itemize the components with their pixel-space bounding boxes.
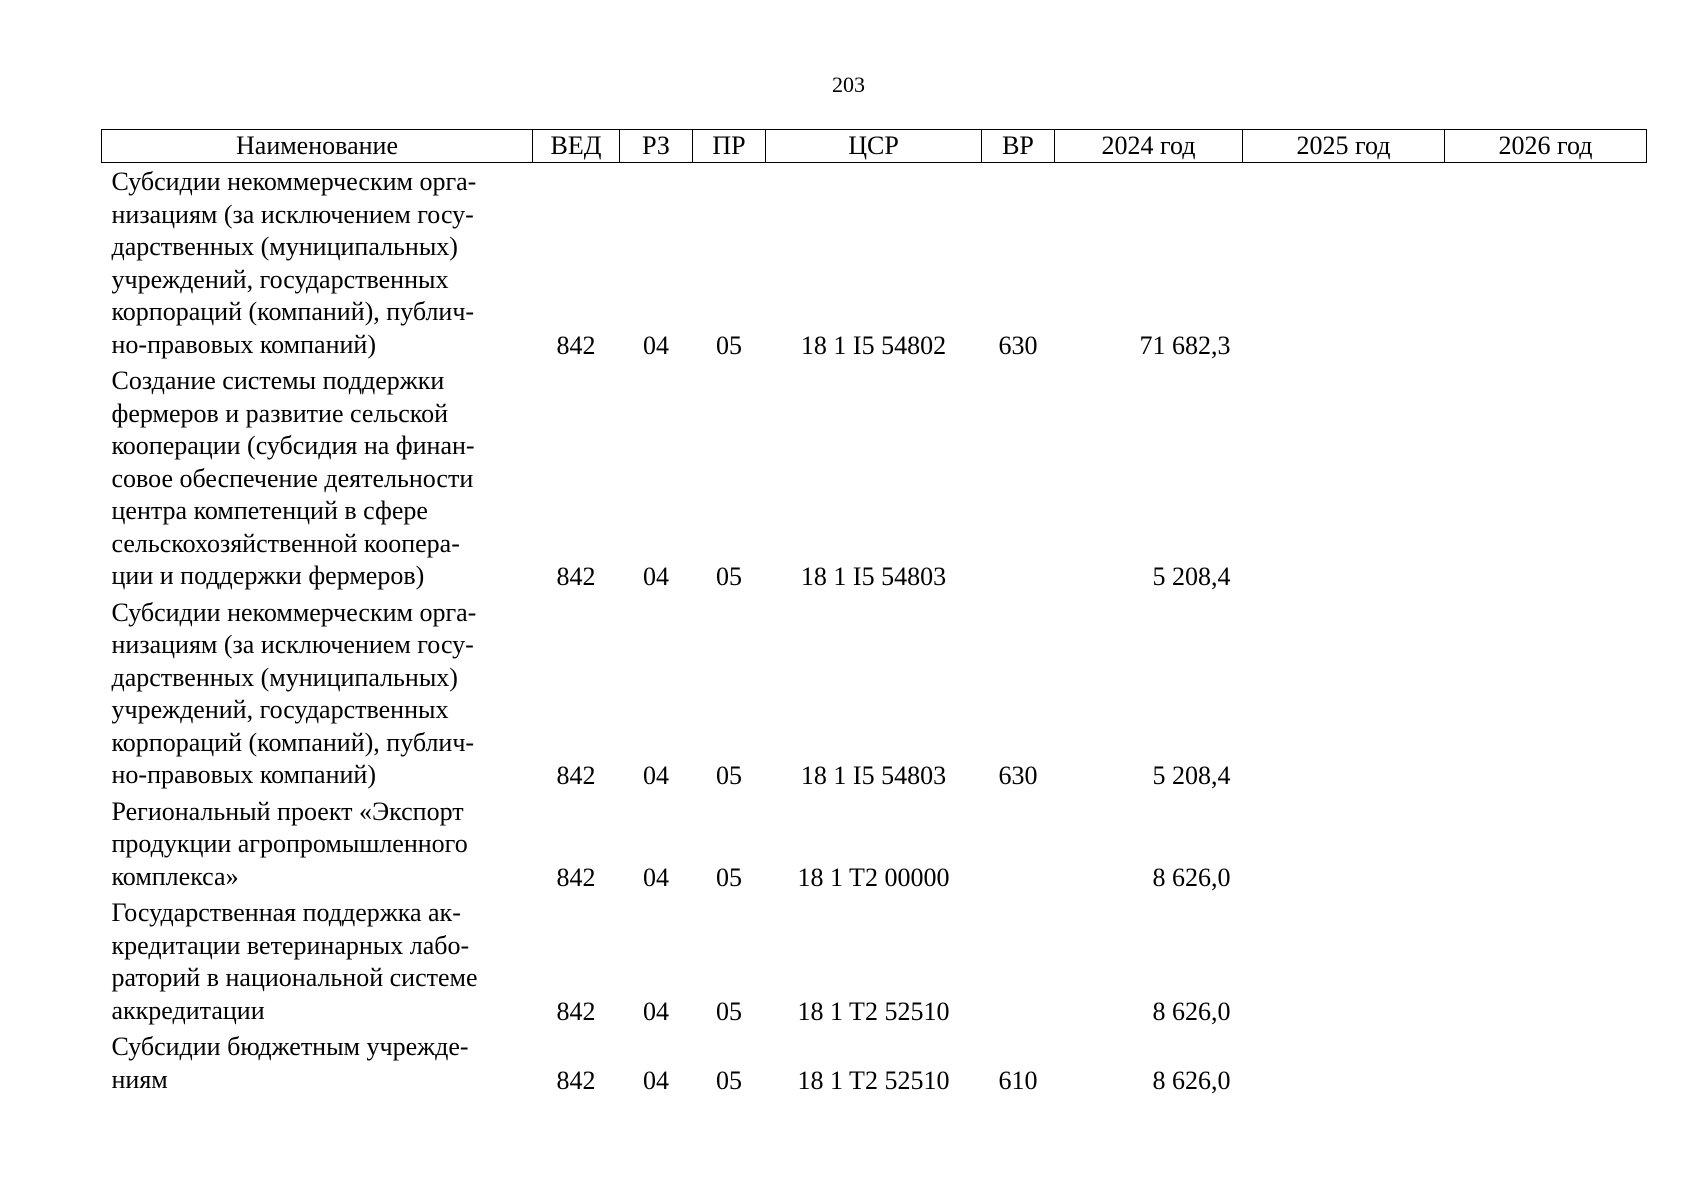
amount-2026-cell: [1445, 894, 1647, 1028]
name-line: продукции агропромышленного: [111, 829, 468, 858]
csr-cell: 18 1 T2 52510: [797, 996, 950, 1026]
header-2025: 2025 год: [1243, 130, 1445, 163]
name-line: центра компетенций в сфере: [111, 496, 428, 525]
name-line: комплекса»: [111, 861, 239, 891]
header-row: [102, 130, 1647, 163]
csr-cell: 18 1 T2 52510: [797, 1065, 950, 1095]
amount-2025-cell: [1243, 894, 1445, 1028]
row-name-cell: [102, 793, 533, 895]
table-row: [102, 1028, 1647, 1097]
csr-cell: 18 1 I5 54803: [800, 562, 947, 591]
rz-cell: 04: [643, 761, 669, 790]
name-line: учреждений, государственных: [111, 695, 449, 724]
vr-cell: 630: [998, 761, 1038, 790]
ved-cell: 842: [556, 761, 596, 790]
vr-cell: [982, 894, 1055, 1028]
pr-cell: 05: [716, 562, 742, 591]
name-line: сельскохозяйственной коопера-: [111, 528, 460, 558]
table-row: [102, 894, 1647, 1028]
ved-cell: 842: [556, 996, 596, 1026]
csr-cell: 18 1 I5 54803: [800, 761, 947, 790]
row-name-cell: [102, 894, 533, 1028]
pr-cell: 05: [716, 1065, 742, 1095]
ved-cell: 842: [556, 862, 596, 892]
name-line: корпораций (компаний), публич-: [111, 727, 475, 757]
pr-cell: 05: [716, 996, 742, 1026]
row-name-cell: [102, 163, 533, 363]
amount-2024-cell: 71 682,3: [1139, 330, 1231, 360]
row-name-cell: [102, 1028, 533, 1097]
row-name-cell: [102, 362, 533, 594]
name-line: фермеров и развитие сельской: [111, 398, 448, 428]
amount-2025-cell: [1243, 1028, 1445, 1097]
name-line: Субсидии некоммерческим орга-: [111, 167, 477, 196]
header-name: Наименование: [102, 130, 533, 163]
pr-cell: 05: [716, 862, 742, 892]
ved-cell: 842: [556, 330, 596, 360]
amount-2026-cell: [1445, 793, 1647, 895]
name-line: низациям (за исключением госу-: [111, 630, 474, 659]
amount-2024-cell: 5 208,4: [1152, 562, 1231, 591]
csr-cell: 18 1 I5 54802: [800, 330, 947, 360]
rz-cell: 04: [643, 862, 669, 892]
table-row: [102, 793, 1647, 895]
table-row: [102, 362, 1647, 594]
vr-cell: [982, 793, 1055, 895]
name-line: но-правовых компаний): [111, 329, 376, 359]
amount-2025-cell: [1243, 594, 1445, 793]
name-line: ниям: [111, 1064, 168, 1094]
header-pr: ПР: [693, 130, 766, 163]
name-line: раторий в национальной системе: [111, 963, 478, 992]
pr-cell: 05: [716, 761, 742, 790]
name-line: Субсидии некоммерческим орга-: [111, 597, 477, 627]
ved-cell: 842: [556, 562, 596, 591]
row-name-cell: [102, 594, 533, 793]
vr-cell: 610: [998, 1065, 1038, 1095]
amount-2026-cell: [1445, 362, 1647, 594]
amount-2024-cell: 8 626,0: [1152, 862, 1231, 892]
name-line: кредитации ветеринарных лабо-: [111, 930, 470, 960]
rz-cell: 04: [643, 562, 669, 591]
name-line: Региональный проект «Экспорт: [111, 796, 464, 826]
amount-2025-cell: [1243, 163, 1445, 363]
vr-cell: 630: [998, 330, 1038, 360]
name-line: кооперации (субсидия на финан-: [111, 431, 475, 460]
name-line: корпораций (компаний), публич-: [111, 297, 475, 326]
budget-table: [101, 129, 1647, 1097]
vr-cell: [982, 362, 1055, 594]
name-line: ции и поддержки фермеров): [111, 561, 425, 590]
amount-2025-cell: [1243, 793, 1445, 895]
header-csr: ЦСР: [766, 130, 982, 163]
name-line: учреждений, государственных: [111, 264, 449, 294]
header-2026: 2026 год: [1445, 130, 1647, 163]
name-line: Государственная поддержка ак-: [111, 898, 461, 927]
name-line: дарственных (муниципальных): [111, 232, 458, 261]
amount-2026-cell: [1445, 594, 1647, 793]
amount-2026-cell: [1445, 163, 1647, 363]
name-line: дарственных (муниципальных): [111, 662, 458, 692]
name-line: совое обеспечение деятельности: [111, 463, 474, 493]
header-vr: ВР: [982, 130, 1055, 163]
amount-2024-cell: 8 626,0: [1152, 1065, 1231, 1095]
rz-cell: 04: [643, 1065, 669, 1095]
name-line: Субсидии бюджетным учрежде-: [111, 1032, 469, 1061]
rz-cell: 04: [643, 330, 669, 360]
name-line: Создание системы поддержки: [111, 366, 445, 395]
amount-2026-cell: [1445, 1028, 1647, 1097]
table-row: [102, 594, 1647, 793]
ved-cell: 842: [556, 1065, 596, 1095]
page-number: 203: [832, 72, 865, 97]
amount-2024-cell: 5 208,4: [1152, 761, 1231, 790]
header-2024: 2024 год: [1055, 130, 1243, 163]
header-rz: РЗ: [620, 130, 693, 163]
name-line: аккредитации: [111, 995, 265, 1025]
table-row: [102, 163, 1647, 363]
rz-cell: 04: [643, 996, 669, 1026]
amount-2025-cell: [1243, 362, 1445, 594]
name-line: но-правовых компаний): [111, 760, 376, 789]
name-line: низациям (за исключением госу-: [111, 199, 474, 229]
amount-2024-cell: 8 626,0: [1152, 996, 1231, 1026]
pr-cell: 05: [716, 330, 742, 360]
header-ved: ВЕД: [533, 130, 620, 163]
csr-cell: 18 1 T2 00000: [797, 862, 950, 892]
